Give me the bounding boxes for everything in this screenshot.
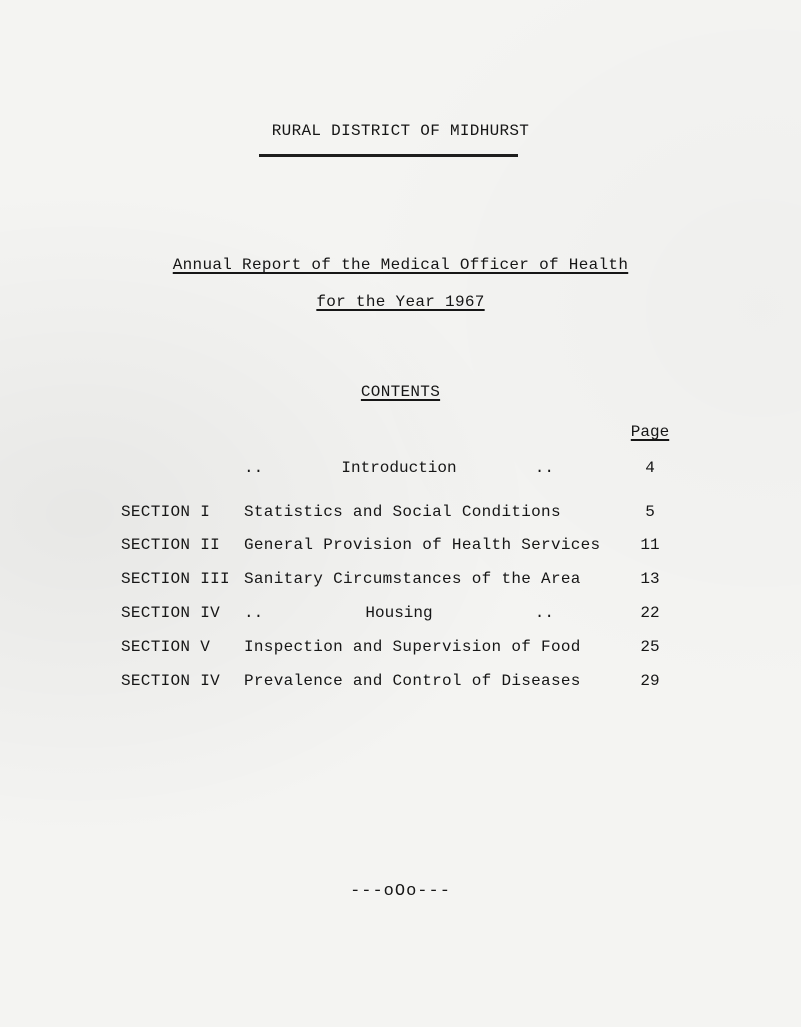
page-column-label bbox=[620, 423, 680, 441]
entry-title: Sanitary Circumstances of the Area bbox=[244, 570, 581, 588]
contents-row bbox=[0, 672, 801, 696]
page-number: 13 bbox=[640, 570, 660, 588]
entry-title: Introduction bbox=[341, 459, 457, 477]
page-number: 25 bbox=[640, 638, 660, 656]
report-title bbox=[0, 256, 801, 274]
entry-title: Inspection and Supervision of Food bbox=[244, 638, 581, 656]
contents-row bbox=[0, 570, 801, 594]
page-number: 11 bbox=[640, 536, 660, 554]
entry-description bbox=[244, 459, 554, 477]
contents-row bbox=[0, 638, 801, 662]
section-label: SECTION V bbox=[121, 638, 211, 656]
contents-row bbox=[0, 459, 801, 483]
leader-dots: .. bbox=[244, 459, 264, 477]
district-title: RURAL DISTRICT OF MIDHURST bbox=[271, 122, 530, 140]
contents-row bbox=[0, 503, 801, 527]
leader-dots: .. bbox=[534, 459, 554, 477]
section-label: SECTION IV bbox=[121, 604, 221, 622]
end-mark: ---oOo--- bbox=[350, 882, 451, 901]
page-number: 22 bbox=[640, 604, 660, 622]
section-label: SECTION II bbox=[121, 536, 221, 554]
entry-title: Statistics and Social Conditions bbox=[244, 503, 561, 521]
report-title-text: Annual Report of the Medical Officer of Health bbox=[172, 256, 629, 274]
section-label: SECTION IV bbox=[121, 672, 221, 690]
page-number: 5 bbox=[645, 503, 655, 521]
report-year-text: for the Year 1967 bbox=[316, 293, 485, 311]
page-number: 4 bbox=[645, 459, 655, 477]
contents-row bbox=[0, 536, 801, 560]
leader-dots: .. bbox=[534, 604, 554, 622]
section-label: SECTION III bbox=[121, 570, 230, 588]
entry-title: Housing bbox=[365, 604, 433, 622]
leader-dots: .. bbox=[244, 604, 264, 622]
entry-title: General Provision of Health Services bbox=[244, 536, 601, 554]
report-year bbox=[0, 293, 801, 311]
entry-title: Prevalence and Control of Diseases bbox=[244, 672, 581, 690]
page-number: 29 bbox=[640, 672, 660, 690]
contents-row bbox=[0, 604, 801, 628]
entry-description bbox=[244, 604, 554, 622]
page-column-label-text: Page bbox=[630, 423, 670, 441]
contents-heading bbox=[0, 383, 801, 401]
contents-heading-text: CONTENTS bbox=[360, 383, 441, 401]
section-label: SECTION I bbox=[121, 503, 211, 521]
district-title-rule bbox=[259, 154, 518, 157]
